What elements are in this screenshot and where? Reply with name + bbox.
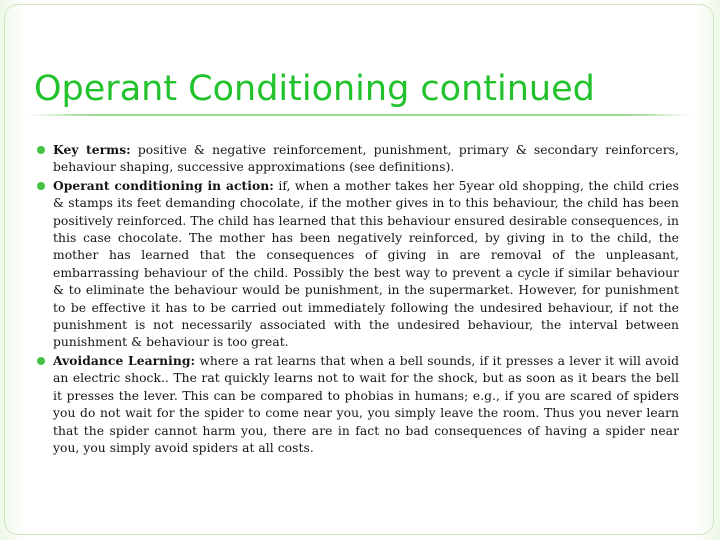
bullet-text: positive & negative reinforcement, punishment, primary & secondary reinforcers, behaviour shaping, successive approximations (see definitions). <box>53 143 679 175</box>
bullet-item-avoidance-learning <box>37 352 679 457</box>
bullet-term: Key terms: <box>53 142 131 157</box>
bullet-text: if, when a mother takes her 5year old shopping, the child cries & stamps its feet demanding chocolate, if the mother gives in to this behaviour, the child has been positively reinforced. The child has learned that this behaviour ensured desirable consequences, in this case chocolate. The mother has been negatively reinforced, by giving in to the child, the mother has learned that the consequences of giving in are removal of the unpleasant, embarrassing behaviour of the child. Possibly the best way to prevent a cycle if similar behaviour & to eliminate the behaviour would be punishment, in the supermarket. However, for punishment to be effective it has to be carried out immediately following the undesired behaviour, if not the punishment is not necessarily associated with the undesired behaviour, the interval between punishment & behaviour is too great. <box>53 178 679 350</box>
bullet-dot-icon <box>37 146 45 154</box>
bullet-list <box>37 141 679 457</box>
bullet-term: Avoidance Learning: <box>53 352 196 368</box>
bullet-dot-icon <box>37 357 45 365</box>
bullet-item-key-terms <box>37 141 679 177</box>
bullet-text: where a rat learns that when a bell sounds, if it presses a lever it will avoid an electric shock.. The rat quickly learns not to wait for the shock, but as soon as it bears the bell it presses the lever. This can be compared to phobias in humans; e.g., if you are scared of spiders you do not wait for the spider to come near you, you simply leave the room. Thus you never learn that the spider cannot harm you, there are in fact no bad consequences of having a spider near you, you simply avoid spiders at all costs. <box>53 353 679 455</box>
slide-title: Operant Conditioning continued <box>34 69 595 109</box>
bullet-item-operant-conditioning <box>37 177 679 352</box>
title-divider <box>26 114 694 116</box>
bullet-term: Operant conditioning in action: <box>53 177 274 193</box>
bullet-dot-icon <box>37 182 45 190</box>
